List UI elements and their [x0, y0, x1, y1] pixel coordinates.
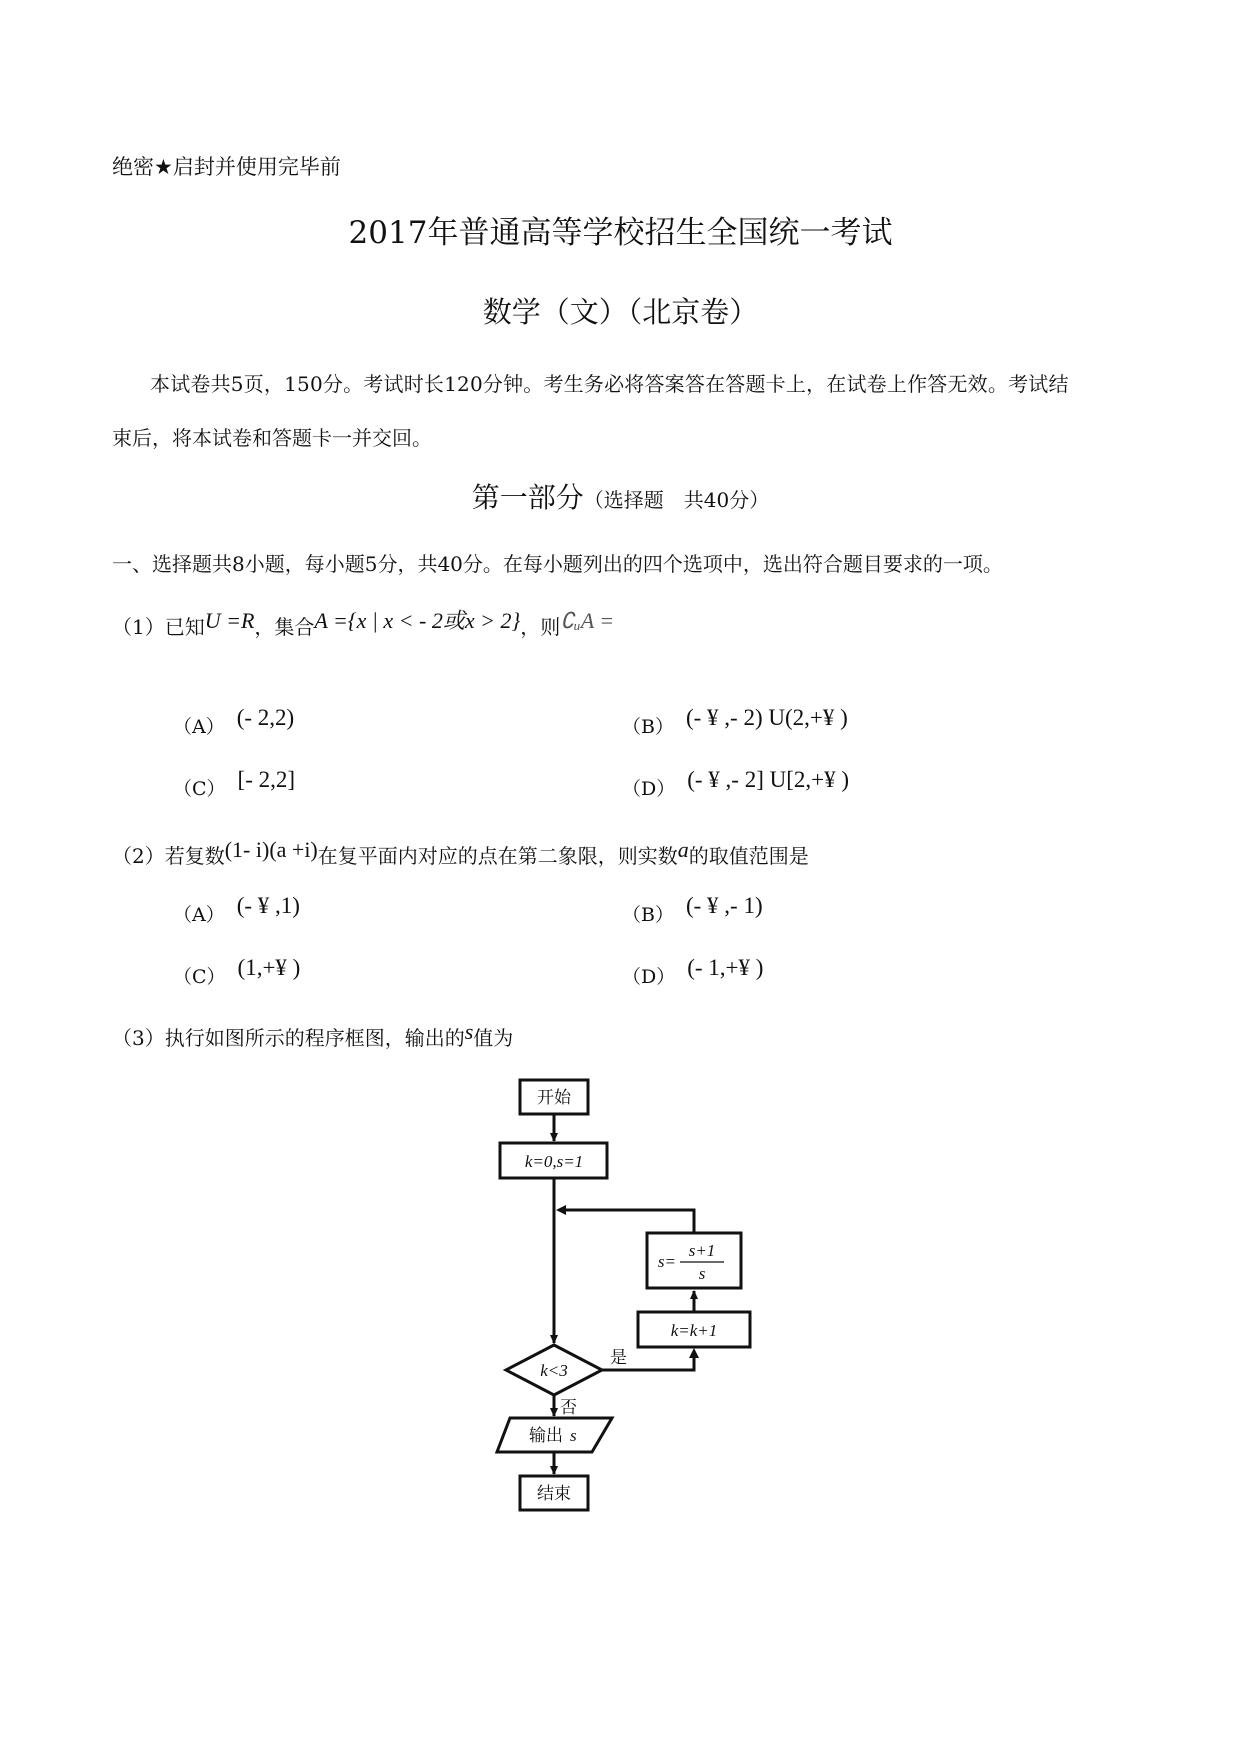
option-label: （C） — [173, 778, 226, 800]
question-number: （1） — [112, 615, 165, 639]
option-value: (- ¥ ,- 2] U[2,+¥ ) — [687, 767, 850, 792]
increment-label: k=k+1 — [670, 1321, 718, 1340]
section-subtitle: （选择题 共40分） — [583, 488, 770, 512]
option-value: (- ¥ ,- 1) — [685, 893, 763, 918]
exam-title: 2017年普通高等学校招生全国统一考试 — [348, 215, 893, 251]
question-3 — [112, 1019, 514, 1051]
option-label: （B） — [622, 716, 674, 738]
question-text: 在复平面内对应的点在第二象限，则实数 — [317, 844, 678, 868]
question-text: ，则 — [520, 615, 561, 639]
option-label: （D） — [622, 778, 676, 800]
program-flowchart — [480, 1060, 780, 1530]
question-number: （2） — [112, 844, 165, 868]
question-text: 值为 — [473, 1026, 514, 1050]
math-variable: s — [464, 1019, 474, 1044]
option-label: （B） — [622, 904, 674, 926]
option-c — [173, 955, 301, 989]
option-d — [622, 955, 764, 989]
option-value: (- ¥ ,- 2) U(2,+¥ ) — [685, 705, 848, 730]
yes-label: 是 — [610, 1348, 627, 1368]
option-value: (1,+¥ ) — [237, 955, 301, 980]
question-text: 执行如图所示的程序框图，输出的 — [164, 1026, 465, 1050]
option-value: [- 2,2] — [237, 767, 296, 792]
init-label: k=0,s=1 — [524, 1152, 584, 1171]
option-b — [622, 893, 763, 927]
option-value: (- 2,2) — [236, 705, 295, 730]
no-label: 否 — [560, 1398, 577, 1418]
math-expression: U =R — [204, 608, 255, 633]
question-text: ，集合 — [254, 615, 315, 639]
option-b — [622, 705, 848, 739]
option-label: （D） — [622, 966, 676, 988]
section-heading — [0, 476, 1241, 516]
question-2 — [112, 837, 809, 869]
section-title: 第一部分 — [471, 481, 584, 514]
option-d — [622, 767, 850, 801]
intro-paragraph-line-2: 束后，将本试卷和答题卡一并交回。 — [112, 426, 432, 450]
option-label: （A） — [173, 904, 225, 926]
option-label: （C） — [173, 966, 226, 988]
exam-subtitle: 数学（文）（北京卷） — [482, 295, 759, 329]
question-text: 若复数 — [164, 844, 225, 868]
end-label: 结束 — [537, 1484, 571, 1504]
section-instruction: 一、选择题共8小题，每小题5分，共40分。在每小题列出的四个选项中，选出符合题目要求的一项。 — [112, 552, 1003, 576]
option-a — [173, 705, 295, 739]
update-s-denominator: s — [698, 1264, 706, 1283]
math-expression: (1- i)(a +i) — [224, 837, 318, 862]
option-value: (- 1,+¥ ) — [687, 955, 764, 980]
update-s-lhs: s= — [657, 1252, 676, 1271]
math-expression: ∁ᵤA = — [560, 608, 615, 633]
option-a — [173, 893, 300, 927]
question-text: 的取值范围是 — [688, 844, 809, 868]
update-s-numerator: s+1 — [688, 1241, 716, 1260]
start-label: 开始 — [537, 1088, 571, 1108]
output-label: 输出 — [529, 1426, 563, 1446]
condition-label: k<3 — [540, 1361, 568, 1380]
question-text: 已知 — [164, 615, 205, 639]
option-c — [173, 767, 296, 801]
option-value: (- ¥ ,1) — [236, 893, 300, 918]
option-label: （A） — [173, 716, 225, 738]
question-1 — [112, 610, 614, 641]
math-expression: A ={x | x < - 2或x > 2} — [314, 608, 521, 633]
confidential-notice: 绝密★启封并使用完毕前 — [112, 155, 341, 179]
intro-paragraph-line-1: 本试卷共5页，150分。考试时长120分钟。考生务必将答案答在答题卡上，在试卷上作答无效。考试结 — [150, 372, 1069, 396]
output-variable: s — [570, 1426, 577, 1445]
math-variable: a — [677, 837, 689, 862]
question-number: （3） — [112, 1026, 165, 1050]
